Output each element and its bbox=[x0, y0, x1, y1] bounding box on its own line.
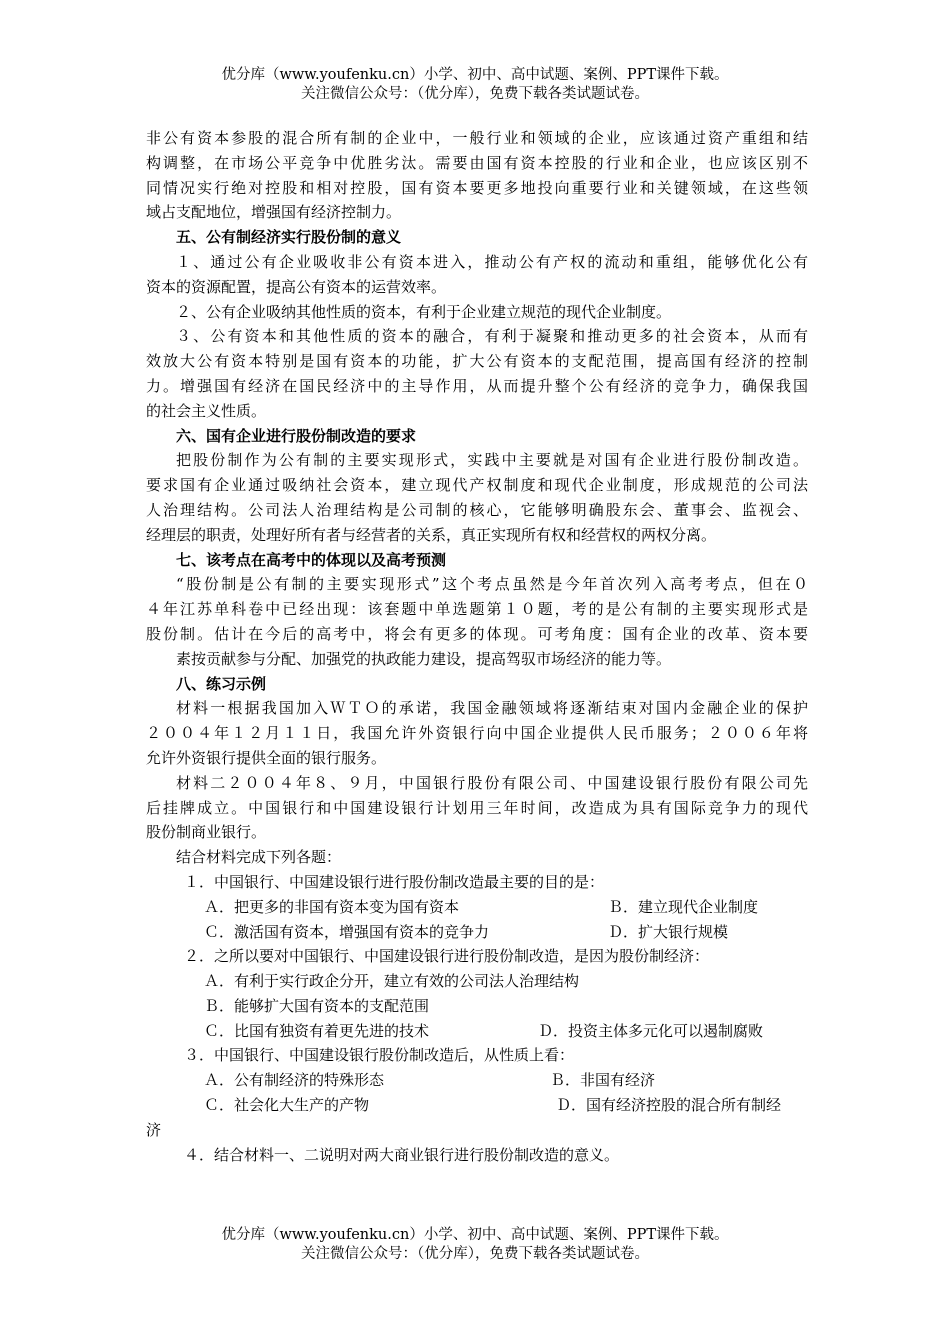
footer-line-2: 关注微信公众号：（优分库），免费下载各类试题试卷。 bbox=[301, 1246, 649, 1262]
paragraph-line: 材料二２００４年８、９月，中国银行股份有限公司、中国建设银行股份有限公司先 bbox=[176, 773, 808, 792]
header-line-1: 优分库（www.youfenku.cn）小学、初中、高中试题、案例、PPT课件下载。 bbox=[221, 67, 729, 83]
footer-line-1: 优分库（www.youfenku.cn）小学、初中、高中试题、案例、PPT课件下载。 bbox=[221, 1227, 729, 1243]
option-3d: Ｄ．国有经济控股的混合所有制经 bbox=[556, 1096, 782, 1115]
page-footer bbox=[0, 1226, 950, 1264]
option-2b: Ｂ．能够扩大国有资本的支配范围 bbox=[204, 996, 430, 1015]
option-2a: Ａ．有利于实行政企分开，建立有效的公司法人治理结构 bbox=[204, 972, 580, 991]
paragraph-line: 把股份制作为公有制的主要实现形式，实践中主要就是对国有企业进行股份制改造。 bbox=[176, 451, 808, 470]
paragraph-line: 效放大公有资本特别是国有资本的功能，扩大公有资本的支配范围，提高国有经济的控制 bbox=[146, 352, 808, 371]
option-1c: Ｃ．激活国有资本，增强国有资本的竞争力 bbox=[204, 922, 490, 941]
paragraph-line: 构调整，在市场公平竞争中优胜劣汰。需要由国有资本控股的行业和企业，也应该区别不 bbox=[146, 153, 808, 172]
option-3a: Ａ．公有制经济的特殊形态 bbox=[204, 1071, 385, 1090]
option-1a: Ａ．把更多的非国有资本变为国有资本 bbox=[204, 897, 460, 916]
option-row bbox=[146, 969, 808, 994]
option-1b: Ｂ．建立现代企业制度 bbox=[608, 897, 759, 916]
paragraph-line: 同情况实行绝对控股和相对控股，国有资本要更多地投向重要行业和关键领域，在这些领 bbox=[146, 178, 808, 197]
section-heading-6: 六、国有企业进行股份制改造的要求 bbox=[176, 426, 417, 445]
paragraph-line: 股份制商业银行。 bbox=[146, 823, 267, 842]
document-body bbox=[146, 126, 808, 1167]
option-3d-continuation: 济 bbox=[146, 1120, 162, 1139]
option-1d: Ｄ．扩大银行规模 bbox=[608, 922, 729, 941]
question-2: ２．之所以要对中国银行、中国建设银行进行股份制改造，是因为股份制经济： bbox=[184, 947, 710, 966]
header-line-2: 关注微信公众号：（优分库），免费下载各类试题试卷。 bbox=[301, 86, 649, 102]
page-header bbox=[0, 66, 950, 104]
paragraph-line: 非公有资本参股的混合所有制的企业中，一般行业和领域的企业，应该通过资产重组和结 bbox=[146, 129, 808, 147]
paragraph-line: 的社会主义性质。 bbox=[146, 401, 267, 420]
paragraph-line: 域占支配地位，增强国有经济控制力。 bbox=[146, 203, 402, 222]
option-row bbox=[146, 920, 808, 945]
paragraph-line: ２、公有企业吸纳其他性质的资本，有利于企业建立规范的现代企业制度。 bbox=[176, 302, 672, 321]
option-row bbox=[146, 1019, 808, 1044]
paragraph-line: ２００４年１２月１１日，我国允许外资银行向中国企业提供人民币服务；２００６年将 bbox=[146, 724, 808, 743]
paragraph-line: 允许外资银行提供全面的银行服务。 bbox=[146, 748, 387, 767]
question-1: １．中国银行、中国建设银行进行股份制改造最主要的目的是： bbox=[184, 872, 605, 891]
section-heading-7: 七、该考点在高考中的体现以及高考预测 bbox=[176, 550, 447, 569]
paragraph-line: 股份制。估计在今后的高考中，将会有更多的体现。可考角度：国有企业的改革、资本要 bbox=[146, 624, 808, 643]
paragraph-line: “股份制是公有制的主要实现形式”这个考点虽然是今年首次列入高考考点，但在０ bbox=[176, 575, 808, 594]
paragraph-line: 要求国有企业通过吸纳社会资本，建立现代产权制度和现代企业制度，形成规范的公司法 bbox=[146, 476, 808, 495]
paragraph-line: ３、公有资本和其他性质的资本的融合，有利于凝聚和推动更多的社会资本，从而有 bbox=[176, 327, 808, 346]
paragraph-line: １、通过公有企业吸收非公有资本进入，推动公有产权的流动和重组，能够优化公有 bbox=[176, 252, 808, 271]
paragraph-line: ４年江苏单科卷中已经出现：该套题中单选题第１０题，考的是公有制的主要实现形式是 bbox=[146, 600, 808, 619]
paragraph-line: 力。增强国有经济在国民经济中的主导作用，从而提升整个公有经济的竞争力，确保我国 bbox=[146, 376, 808, 395]
option-row bbox=[146, 994, 808, 1019]
paragraph-line: 资本的资源配置，提高公有资本的运营效率。 bbox=[146, 277, 447, 296]
option-row bbox=[146, 1068, 808, 1093]
option-2d: Ｄ．投资主体多元化可以遏制腐败 bbox=[538, 1021, 764, 1040]
paragraph-line: 素按贡献参与分配、加强党的执政能力建设，提高驾驭市场经济的能力等。 bbox=[176, 649, 672, 668]
paragraph-line: 后挂牌成立。中国银行和中国建设银行计划用三年时间，改造成为具有国际竞争力的现代 bbox=[146, 798, 808, 817]
section-heading-8: 八、练习示例 bbox=[176, 674, 267, 693]
task-instruction: 结合材料完成下列各题： bbox=[176, 848, 342, 867]
question-4: ４．结合材料一、二说明对两大商业银行进行股份制改造的意义。 bbox=[184, 1145, 620, 1164]
option-2c: Ｃ．比国有独资有着更先进的技术 bbox=[204, 1021, 430, 1040]
option-row bbox=[146, 895, 808, 920]
option-3b: Ｂ．非国有经济 bbox=[550, 1071, 656, 1090]
paragraph-line: 人治理结构。公司法人治理结构是公司制的核心，它能够明确股东会、董事会、监视会、 bbox=[146, 500, 808, 519]
option-row bbox=[146, 1093, 808, 1118]
paragraph-line: 材料一根据我国加入ＷＴＯ的承诺，我国金融领域将逐渐结束对国内金融企业的保护 bbox=[176, 699, 808, 718]
question-3: ３．中国银行、中国建设银行股份制改造后，从性质上看： bbox=[184, 1046, 575, 1065]
paragraph-line: 经理层的职责，处理好所有者与经营者的关系，真正实现所有权和经营权的两权分离。 bbox=[146, 525, 717, 544]
option-3c: Ｃ．社会化大生产的产物 bbox=[204, 1096, 370, 1115]
section-heading-5: 五、公有制经济实行股份制的意义 bbox=[176, 228, 402, 247]
